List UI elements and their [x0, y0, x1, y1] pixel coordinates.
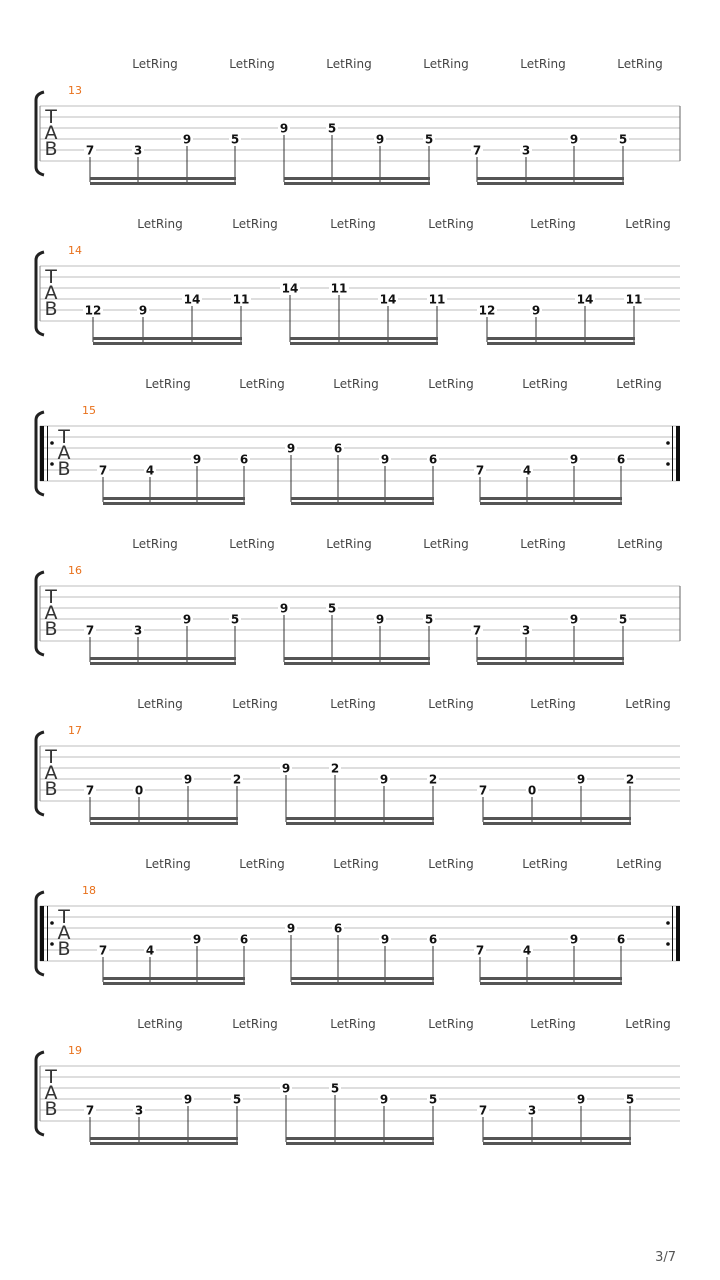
let-ring-label: LetRing — [522, 857, 568, 871]
repeat-dot — [50, 462, 54, 466]
repeat-dot — [50, 942, 54, 946]
let-ring-label: LetRing — [145, 377, 191, 391]
fret-number: 7 — [85, 623, 95, 638]
beam — [291, 502, 434, 505]
fret-number: 9 — [182, 132, 192, 147]
measure-number: 19 — [68, 1044, 82, 1057]
repeat-dot — [666, 942, 670, 946]
let-ring-label: LetRing — [530, 1017, 576, 1031]
repeat-dot — [666, 921, 670, 925]
beam — [90, 182, 236, 185]
let-ring-label: LetRing — [326, 537, 372, 551]
fret-number: 6 — [428, 452, 438, 467]
fret-number: 3 — [133, 623, 143, 638]
fret-number: 9 — [569, 452, 579, 467]
let-ring-label: LetRing — [137, 217, 183, 231]
fret-number: 7 — [98, 463, 108, 478]
beam — [90, 662, 236, 665]
let-ring-label: LetRing — [530, 697, 576, 711]
beam — [286, 1142, 434, 1145]
beam — [291, 982, 434, 985]
beam — [477, 182, 624, 185]
fret-number: 5 — [330, 1081, 340, 1096]
fret-number: 9 — [286, 921, 296, 936]
fret-number: 11 — [232, 292, 250, 307]
let-ring-label: LetRing — [428, 857, 474, 871]
fret-number: 11 — [625, 292, 643, 307]
fret-number: 9 — [375, 612, 385, 627]
fret-number: 7 — [98, 943, 108, 958]
tab-clef-letter: A — [57, 442, 71, 464]
fret-number: 7 — [478, 783, 488, 798]
let-ring-label: LetRing — [428, 1017, 474, 1031]
let-ring-label: LetRing — [617, 537, 663, 551]
fret-number: 5 — [327, 121, 337, 136]
tab-clef-letter: T — [45, 586, 57, 608]
repeat-dot — [666, 441, 670, 445]
fret-number: 0 — [527, 783, 537, 798]
measure-number: 13 — [68, 84, 82, 97]
fret-number: 9 — [192, 932, 202, 947]
beam — [90, 1142, 238, 1145]
fret-number: 12 — [478, 303, 496, 318]
fret-number: 6 — [333, 921, 343, 936]
tab-clef-letter: B — [44, 138, 58, 160]
beam — [286, 817, 434, 820]
beam — [90, 657, 236, 660]
fret-number: 9 — [380, 452, 390, 467]
fret-number: 5 — [230, 612, 240, 627]
beam — [477, 657, 624, 660]
let-ring-label: LetRing — [232, 697, 278, 711]
let-ring-label: LetRing — [132, 537, 178, 551]
fret-number: 9 — [279, 121, 289, 136]
fret-number: 9 — [531, 303, 541, 318]
tab-clef-letter: A — [57, 922, 71, 944]
let-ring-label: LetRing — [520, 537, 566, 551]
fret-number: 9 — [569, 932, 579, 947]
fret-number: 3 — [134, 1103, 144, 1118]
fret-number: 11 — [330, 281, 348, 296]
let-ring-label: LetRing — [229, 57, 275, 71]
fret-number: 7 — [475, 943, 485, 958]
fret-number: 7 — [475, 463, 485, 478]
repeat-start-bar — [40, 906, 44, 961]
fret-number: 2 — [330, 761, 340, 776]
measure-number: 17 — [68, 724, 82, 737]
tab-clef-letter: A — [44, 1082, 58, 1104]
fret-number: 12 — [84, 303, 102, 318]
page-number: 3/7 — [655, 1250, 676, 1265]
beam — [93, 342, 242, 345]
beam — [480, 977, 622, 980]
fret-number: 9 — [182, 612, 192, 627]
fret-number: 0 — [134, 783, 144, 798]
tab-clef-letter: B — [44, 298, 58, 320]
measure-number: 16 — [68, 564, 82, 577]
fret-number: 9 — [183, 772, 193, 787]
let-ring-label: LetRing — [330, 697, 376, 711]
let-ring-label: LetRing — [137, 1017, 183, 1031]
beam — [90, 822, 238, 825]
fret-number: 14 — [183, 292, 201, 307]
let-ring-label: LetRing — [239, 857, 285, 871]
tab-clef-letter: A — [44, 762, 58, 784]
fret-number: 14 — [281, 281, 299, 296]
beam — [291, 497, 434, 500]
let-ring-label: LetRing — [428, 697, 474, 711]
fret-number: 7 — [85, 1103, 95, 1118]
fret-number: 7 — [85, 143, 95, 158]
fret-number: 4 — [522, 943, 532, 958]
measure-number: 15 — [82, 404, 96, 417]
fret-number: 6 — [616, 932, 626, 947]
let-ring-label: LetRing — [423, 57, 469, 71]
fret-number: 7 — [85, 783, 95, 798]
fret-number: 3 — [133, 143, 143, 158]
fret-number: 4 — [145, 943, 155, 958]
repeat-dot — [666, 462, 670, 466]
fret-number: 9 — [576, 1092, 586, 1107]
fret-number: 9 — [379, 772, 389, 787]
fret-number: 6 — [616, 452, 626, 467]
tab-clef-letter: T — [58, 426, 70, 448]
fret-number: 6 — [428, 932, 438, 947]
tab-clef-letter: B — [44, 618, 58, 640]
fret-number: 7 — [472, 143, 482, 158]
let-ring-label: LetRing — [232, 217, 278, 231]
fret-number: 5 — [230, 132, 240, 147]
fret-number: 5 — [232, 1092, 242, 1107]
fret-number: 2 — [232, 772, 242, 787]
beam — [290, 342, 438, 345]
fret-number: 7 — [472, 623, 482, 638]
beam — [284, 182, 430, 185]
let-ring-label: LetRing — [428, 377, 474, 391]
repeat-dot — [50, 921, 54, 925]
fret-number: 9 — [279, 601, 289, 616]
beam — [284, 662, 430, 665]
fret-number: 5 — [625, 1092, 635, 1107]
tab-clef-letter: T — [45, 266, 57, 288]
fret-number: 9 — [281, 1081, 291, 1096]
fret-number: 5 — [618, 132, 628, 147]
let-ring-label: LetRing — [530, 217, 576, 231]
fret-number: 5 — [618, 612, 628, 627]
let-ring-label: LetRing — [625, 1017, 671, 1031]
tab-clef-letter: T — [45, 106, 57, 128]
beam — [487, 337, 635, 340]
fret-number: 5 — [428, 1092, 438, 1107]
let-ring-label: LetRing — [617, 57, 663, 71]
let-ring-label: LetRing — [132, 57, 178, 71]
beam — [483, 1142, 631, 1145]
tab-clef-letter: B — [44, 778, 58, 800]
beam — [284, 177, 430, 180]
fret-number: 14 — [576, 292, 594, 307]
fret-number: 9 — [569, 612, 579, 627]
fret-number: 9 — [286, 441, 296, 456]
beam — [103, 982, 245, 985]
beam — [286, 822, 434, 825]
repeat-end-bar — [676, 906, 680, 961]
beam — [487, 342, 635, 345]
fret-number: 4 — [145, 463, 155, 478]
beam — [480, 497, 622, 500]
let-ring-label: LetRing — [239, 377, 285, 391]
fret-number: 5 — [327, 601, 337, 616]
fret-number: 11 — [428, 292, 446, 307]
fret-number: 6 — [239, 452, 249, 467]
let-ring-label: LetRing — [330, 217, 376, 231]
let-ring-label: LetRing — [333, 857, 379, 871]
let-ring-label: LetRing — [428, 217, 474, 231]
fret-number: 5 — [424, 132, 434, 147]
let-ring-label: LetRing — [330, 1017, 376, 1031]
fret-number: 14 — [379, 292, 397, 307]
tab-clef-letter: A — [44, 602, 58, 624]
let-ring-label: LetRing — [616, 857, 662, 871]
fret-number: 9 — [375, 132, 385, 147]
tab-clef-letter: T — [58, 906, 70, 928]
fret-number: 3 — [527, 1103, 537, 1118]
beam — [103, 977, 245, 980]
let-ring-label: LetRing — [616, 377, 662, 391]
tab-clef-letter: T — [45, 746, 57, 768]
beam — [290, 337, 438, 340]
fret-number: 2 — [625, 772, 635, 787]
beam — [483, 1137, 631, 1140]
let-ring-label: LetRing — [625, 217, 671, 231]
beam — [480, 502, 622, 505]
fret-number: 2 — [428, 772, 438, 787]
fret-number: 7 — [478, 1103, 488, 1118]
fret-number: 9 — [379, 1092, 389, 1107]
beam — [483, 817, 631, 820]
beam — [90, 177, 236, 180]
let-ring-label: LetRing — [423, 537, 469, 551]
fret-number: 4 — [522, 463, 532, 478]
beam — [93, 337, 242, 340]
beam — [480, 982, 622, 985]
fret-number: 9 — [192, 452, 202, 467]
beam — [286, 1137, 434, 1140]
fret-number: 6 — [333, 441, 343, 456]
beam — [477, 662, 624, 665]
let-ring-label: LetRing — [333, 377, 379, 391]
let-ring-label: LetRing — [145, 857, 191, 871]
fret-number: 5 — [424, 612, 434, 627]
fret-number: 9 — [380, 932, 390, 947]
beam — [90, 1137, 238, 1140]
fret-number: 6 — [239, 932, 249, 947]
fret-number: 9 — [183, 1092, 193, 1107]
repeat-dot — [50, 441, 54, 445]
fret-number: 9 — [138, 303, 148, 318]
tab-clef-letter: T — [45, 1066, 57, 1088]
let-ring-label: LetRing — [326, 57, 372, 71]
beam — [284, 657, 430, 660]
tab-clef-letter: A — [44, 122, 58, 144]
measure-number: 18 — [82, 884, 96, 897]
beam — [477, 177, 624, 180]
tab-clef-letter: B — [57, 938, 71, 960]
tab-clef-letter: A — [44, 282, 58, 304]
fret-number: 9 — [281, 761, 291, 776]
beam — [103, 502, 245, 505]
tab-clef-letter: B — [44, 1098, 58, 1120]
let-ring-label: LetRing — [520, 57, 566, 71]
beam — [291, 977, 434, 980]
tab-clef-letter: B — [57, 458, 71, 480]
repeat-start-bar — [40, 426, 44, 481]
let-ring-label: LetRing — [137, 697, 183, 711]
beam — [90, 817, 238, 820]
let-ring-label: LetRing — [522, 377, 568, 391]
fret-number: 9 — [576, 772, 586, 787]
beam — [483, 822, 631, 825]
let-ring-label: LetRing — [232, 1017, 278, 1031]
fret-number: 3 — [521, 143, 531, 158]
measure-number: 14 — [68, 244, 82, 257]
fret-number: 9 — [569, 132, 579, 147]
let-ring-label: LetRing — [625, 697, 671, 711]
let-ring-label: LetRing — [229, 537, 275, 551]
beam — [103, 497, 245, 500]
fret-number: 3 — [521, 623, 531, 638]
repeat-end-bar — [676, 426, 680, 481]
